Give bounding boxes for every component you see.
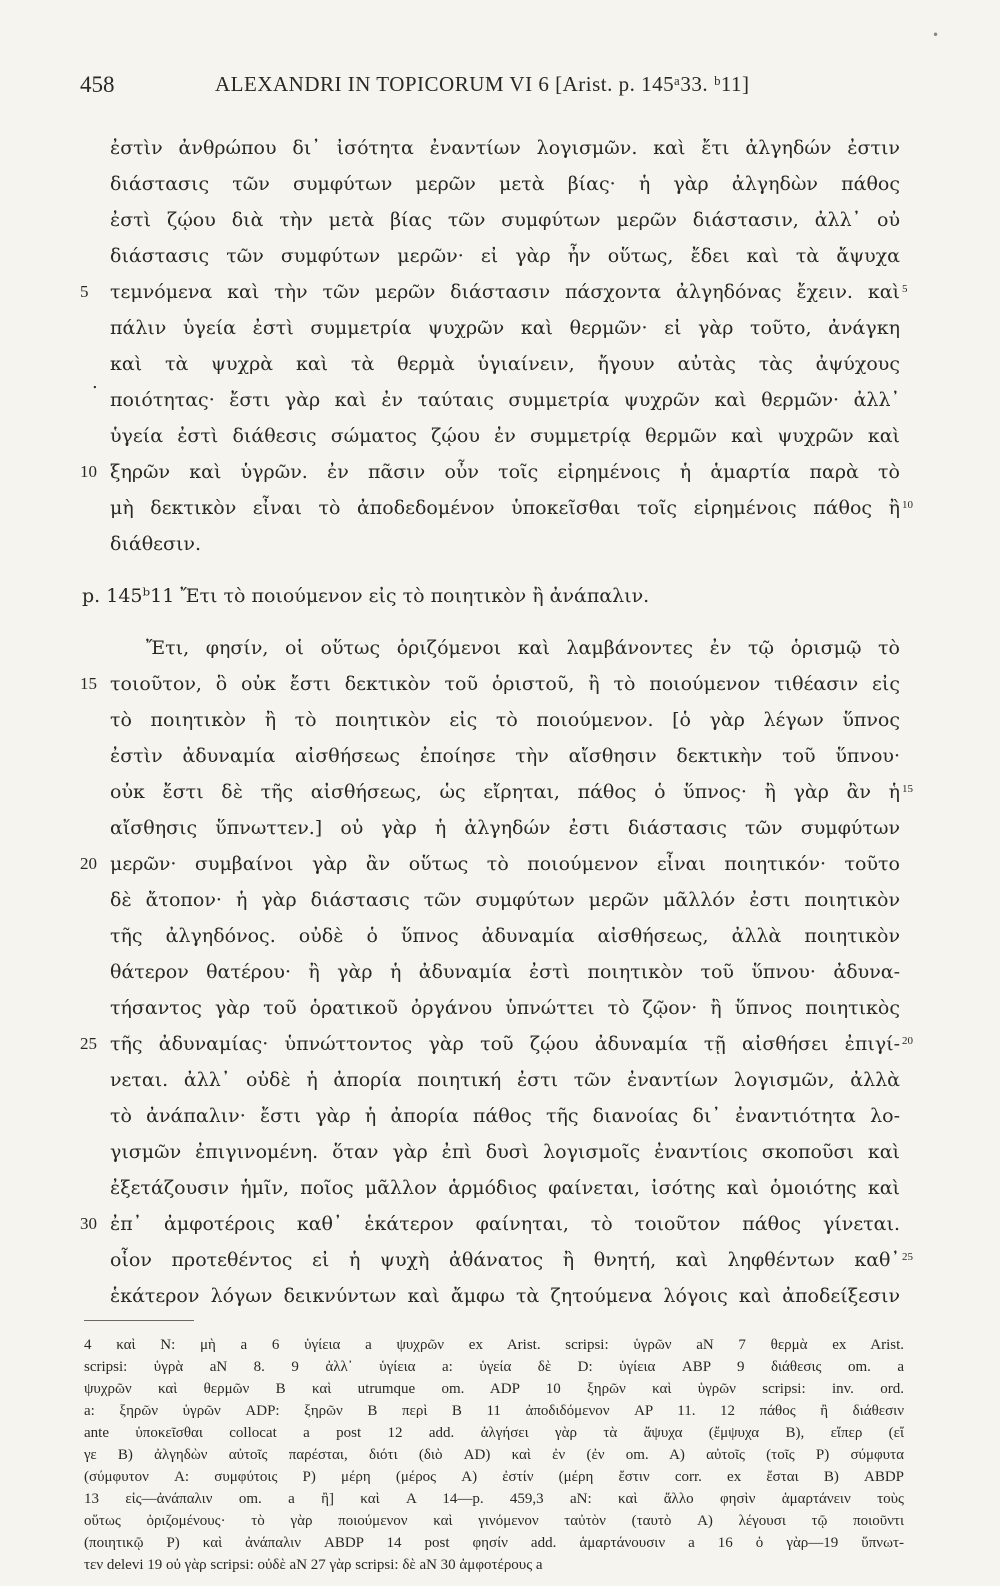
text-line: γισμῶν ἐπιγινομένη. ὅταν γὰρ ἐπὶ δυσὶ λογισμοῖς ἐναντίοις σκοποῦσι καὶ <box>110 1141 900 1163</box>
margin-number: 5 <box>902 283 908 295</box>
text-line: τῆς ἀδυναμίας· ὑπνώττοντος γὰρ τοῦ ζῴου ἀδυναμία τῇ αἰσθήσει ἐπιγί- <box>110 1033 900 1055</box>
margin-dot: . <box>92 372 98 393</box>
apparatus-line: a: ξηρῶν ὑγρῶν ADP: ξηρῶν B περὶ B 11 ἀποδιδόμενον AP 11. 12 πάθος ἢ διάθεσιν <box>84 1403 904 1419</box>
footnote-rule <box>84 1320 194 1321</box>
text-line: ποιότητας· ἔστι γὰρ καὶ ἐν ταύταις συμμετρία ψυχρῶν καὶ θερμῶν· ἀλλ᾽ <box>110 389 900 411</box>
text-line: αἴσθησις ὕπνωττεν.] οὐ γὰρ ἡ ἀλγηδών ἐστι διάστασις τῶν συμφύτων <box>110 817 900 839</box>
corner-mark: • <box>932 28 940 42</box>
page-number: 458 <box>80 72 115 97</box>
text-line: δὲ ἄτοπον· ἡ γὰρ διάστασις τῶν συμφύτων μερῶν μᾶλλόν ἐστι ποιητικὸν <box>110 889 900 911</box>
text-line: Ἔτι, φησίν, οἱ οὕτως ὁριζόμενοι καὶ λαμβάνοντες ἐν τῷ ὁρισμῷ τὸ <box>146 637 900 659</box>
text-line: ἑκάτερον λόγων δεικνύντων καὶ ἄμφω τὰ ζητούμενα λόγοις καὶ ἀποδείξεσιν <box>110 1285 900 1307</box>
lemma-heading: p. 145ᵇ11 Ἔτι τὸ ποιούμενον εἰς τὸ ποιητικὸν ἢ ἀνάπαλιν. <box>82 585 650 607</box>
line-number: 30 <box>80 1214 97 1233</box>
text-line: καὶ τὰ ψυχρὰ καὶ τὰ θερμὰ ὑγιαίνειν, ἤγουν αὐτὰς τὰς ἀψύχους <box>110 353 900 375</box>
apparatus-line: ψυχρῶν καὶ θερμῶν B καὶ utrumque om. ADP 10 ξηρῶν καὶ ὑγρῶν scripsi: inv. ord. <box>84 1381 904 1397</box>
text-line: νεται. ἀλλ᾽ οὐδὲ ἡ ἀπορία ποιητική ἐστι τῶν ἐναντίων λογισμῶν, ἀλλὰ <box>110 1069 900 1091</box>
text-line: τὸ ἀνάπαλιν· ἔστι γὰρ ἡ ἀπορία πάθος τῆς διανοίας δι᾽ ἐναντιότητα λο- <box>110 1105 900 1127</box>
text-line: τοιοῦτον, ὃ οὐκ ἔστι δεκτικὸν τοῦ ὁριστοῦ, ἢ τὸ ποιούμενον τιθέασιν εἰς <box>110 673 900 695</box>
apparatus-line: ante ὑποκεῖσθαι collocat a post 12 add. ἀλγήσει γὰρ τὰ ἄψυχα (ἔμψυχα B), εἴπερ (εἴ <box>84 1425 904 1441</box>
text-line: οὐκ ἔστι δὲ τῆς αἰσθήσεως, ὡς εἴρηται, πάθος ὁ ὕπνος· ἢ γὰρ ἂν ἡ <box>110 781 900 803</box>
text-line: θάτερον θατέρου· ἢ γὰρ ἡ ἀδυναμία ἐστὶ ποιητικὸν τοῦ ὕπνου· ἀδυνα- <box>110 961 900 983</box>
running-header <box>80 72 900 104</box>
text-line: ἐπ᾽ ἀμφοτέροις καθ᾽ ἑκάτερον φαίνηται, τὸ τοιοῦτον πάθος γίνεται. <box>110 1213 900 1235</box>
text-line: ἐστὶν ἀνθρώπου δι᾽ ἰσότητα ἐναντίων λογισμῶν. καὶ ἔτι ἀλγηδών ἐστιν <box>110 137 900 159</box>
text-line: ἐστὶ ζῴου διὰ τὴν μετὰ βίας τῶν συμφύτων μερῶν διάστασιν, ἀλλ᾽ οὐ <box>110 209 900 231</box>
text-line: τήσαντος γὰρ τοῦ ὁρατικοῦ ὀργάνου ὑπνώττει τὸ ζῷον· ἢ ὕπνος ποιητικὸς <box>110 997 900 1019</box>
margin-number: 15 <box>902 783 913 795</box>
text-line: ἐστὶν ἀδυναμία αἰσθήσεως ἐποίησε τὴν αἴσθησιν δεκτικὴν τοῦ ὕπνου· <box>110 745 900 767</box>
text-line: διάστασις τῶν συμφύτων μερῶν μετὰ βίας· ἡ γὰρ ἀλγηδὼν πάθος <box>110 173 900 195</box>
apparatus-line: γε B) ἀλγηδὼν αὐτοῖς παρέσται, διότι (διὸ AD) καὶ ἐν (ἐν om. A) αὐτοῖς (τοῖς P) σύμφυτα <box>84 1447 904 1463</box>
text-line: ἐξετάζουσιν ἡμῖν, ποῖος μᾶλλον ἁρμόδιος φαίνεται, ἰσότης καὶ ὁμοιότης καὶ <box>110 1177 900 1199</box>
apparatus-line: (ποιητικῷ P) καὶ ἀνάπαλιν ABDP 14 post φησίν add. ἁμαρτάνουσιν a 16 ὁ γὰρ—19 ὕπνωτ- <box>84 1535 904 1551</box>
text-line: τεμνόμενα καὶ τὴν τῶν μερῶν διάστασιν πάσχοντα ἀλγηδόνας ἔχειν. καὶ <box>110 281 900 303</box>
line-number: 20 <box>80 854 97 873</box>
text-line: τὸ ποιητικὸν ἢ τὸ ποιητικὸν εἰς τὸ ποιούμενον. [ὁ γὰρ λέγων ὕπνος <box>110 709 900 731</box>
text-line: οἷον προτεθέντος εἰ ἡ ψυχὴ ἀθάνατος ἢ θνητή, καὶ ληφθέντων καθ᾽ <box>110 1249 900 1271</box>
margin-number: 25 <box>902 1251 913 1263</box>
margin-number: 20 <box>902 1035 913 1047</box>
text-line: ὑγεία ἐστὶ διάθεσις σώματος ζῴου ἐν συμμετρίᾳ θερμῶν καὶ ψυχρῶν καὶ <box>110 425 900 447</box>
text-line: διάθεσιν. <box>110 533 202 555</box>
running-title: ALEXANDRI IN TOPICORUM VI 6 [Arist. p. 145ᵃ33. ᵇ11] <box>215 72 750 96</box>
apparatus-line: (σύμφυτον A: συμφύτοις P) μέρη (μέρος A) ἐστίν (μέρη ἔστιν corr. ex ἔσται B) ABDP <box>84 1469 904 1485</box>
apparatus-line: 4 καὶ N: μὴ a 6 ὑγίεια a ψυχρῶν ex Arist. scripsi: ὑγρῶν aN 7 θερμὰ ex Arist. <box>84 1337 904 1353</box>
text-line: διάστασις τῶν συμφύτων μερῶν· εἰ γὰρ ἦν οὕτως, ἔδει καὶ τὰ ἄψυχα <box>110 245 900 267</box>
line-number: 25 <box>80 1034 97 1053</box>
line-number: 15 <box>80 674 97 693</box>
text-line: πάλιν ὑγεία ἐστὶ συμμετρία ψυχρῶν καὶ θερμῶν· εἰ γὰρ τοῦτο, ἀνάγκη <box>110 317 900 339</box>
line-number: 10 <box>80 462 97 481</box>
text-line: τῆς ἀλγηδόνος. οὐδὲ ὁ ὕπνος ἀδυναμία αἰσθήσεως, ἀλλὰ ποιητικὸν <box>110 925 900 947</box>
apparatus-line: 13 εἰς—ἀνάπαλιν om. a ἢ] καὶ A 14—p. 459,3 aN: καὶ ἄλλο φησὶν ἁμαρτάνειν τοὺς <box>84 1491 904 1507</box>
margin-number: 10 <box>902 499 913 511</box>
text-line: μὴ δεκτικὸν εἶναι τὸ ἀποδεδομένον ὑποκεῖσθαι τοῖς εἰρημένοις πάθος ἢ <box>110 497 900 519</box>
line-number: 5 <box>80 282 89 301</box>
apparatus-line: οὕτως ὁριζομένους· τὸ γὰρ ποιούμενον καὶ γινόμενον ταὐτὸν (ταυτὸ A) λέγουσι τῷ ποιοῦντι <box>84 1513 904 1529</box>
apparatus-line: τεν delevi 19 οὐ γὰρ scripsi: οὐδὲ aN 27 γὰρ scripsi: δὲ aN 30 ἀμφοτέρους a <box>84 1557 543 1573</box>
text-line: μερῶν· συμβαίνοι γὰρ ἂν οὕτως τὸ ποιούμενον εἶναι ποιητικόν· τοῦτο <box>110 853 900 875</box>
apparatus-line: scripsi: ὑγρὰ aN 8. 9 ἀλλ᾽ ὑγίεια a: ὑγεία δὲ D: ὑγίεια ABP 9 διάθεσις om. a <box>84 1359 904 1375</box>
text-line: ξηρῶν καὶ ὑγρῶν. ἐν πᾶσιν οὖν τοῖς εἰρημένοις ἡ ἁμαρτία παρὰ τὸ <box>110 461 900 483</box>
